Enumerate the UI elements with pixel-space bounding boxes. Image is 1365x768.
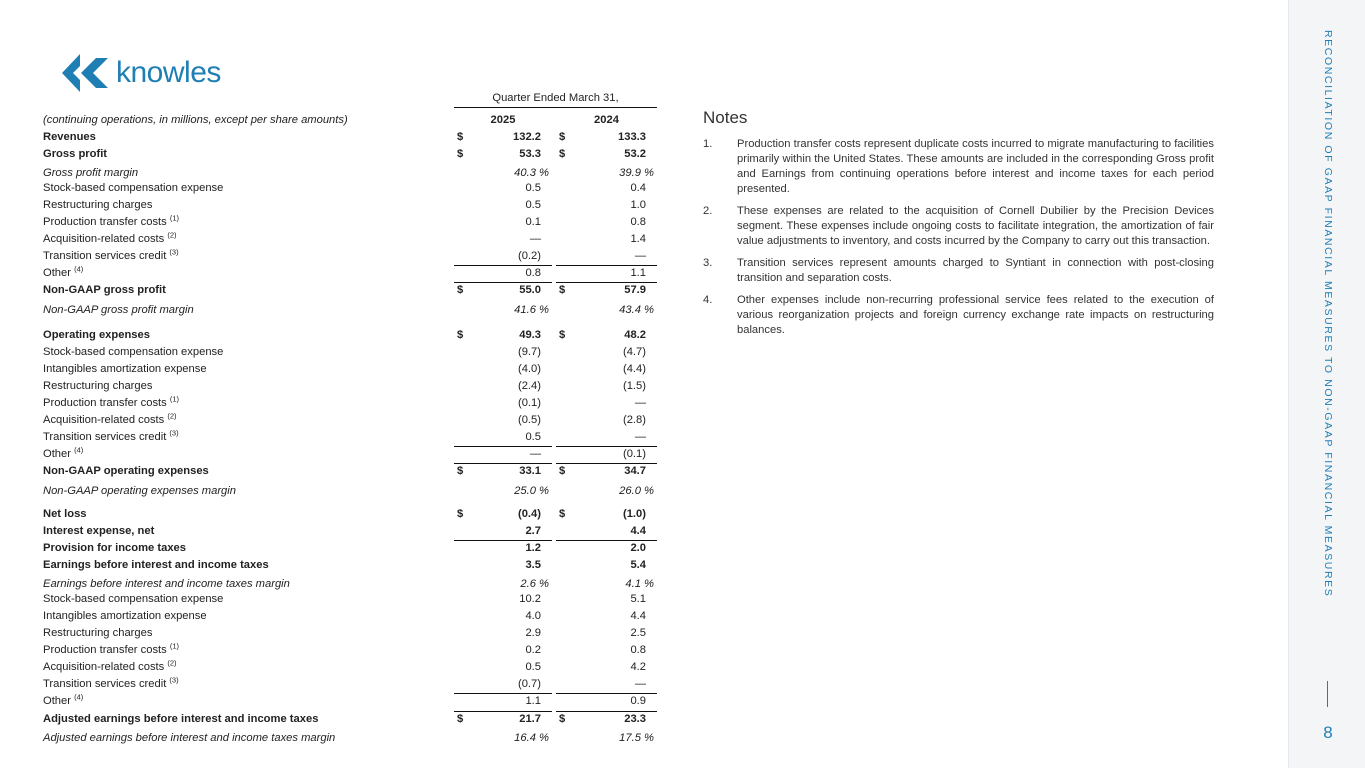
table-row — [43, 676, 657, 692]
table-row — [43, 659, 657, 675]
cell-value: 23.3 — [624, 713, 646, 725]
cell-value: 2.9 — [525, 627, 541, 639]
note-text: Production transfer costs represent duplicate costs incurred to migrate manufacturing to facilities primarily within the United States. These amounts are included in the corresponding Gross profit and Earnings from continuing operations before interest and income taxes for each period presented. — [737, 138, 1214, 195]
note-text: Transition services represent amounts charged to Syntiant in connection with post-closing transition and separation costs. — [737, 257, 1214, 284]
cell-value: (2.8) — [622, 414, 646, 426]
row-label: Non-GAAP gross profit — [43, 284, 166, 296]
row-label: Other $^{(4)}$ — [43, 692, 84, 707]
table-row — [43, 378, 657, 394]
row-label: Other $^{(4)}$ — [43, 445, 84, 460]
cell-value: 41.6 % — [514, 304, 549, 316]
cell-value: 0.9 — [630, 695, 646, 707]
footnote-ref: (2) — [167, 658, 177, 668]
row-label: Provision for income taxes — [43, 542, 186, 554]
currency-symbol: $ — [457, 508, 464, 520]
cell-value: 5.1 — [630, 593, 646, 605]
row-label: Production transfer costs $^{(1)}$ — [43, 394, 180, 409]
cell-value: (0.2) — [517, 250, 541, 262]
note-item — [703, 256, 1214, 286]
cell-value: 1.1 — [630, 267, 646, 279]
cell-value: 0.8 — [630, 644, 646, 656]
value-cell-2025 — [454, 540, 552, 554]
table-row — [43, 591, 657, 607]
cell-value: 2.6 % — [520, 578, 549, 590]
row-label: Intangibles amortization expense — [43, 363, 207, 375]
cell-value: (0.7) — [517, 678, 541, 690]
cell-value: 0.8 — [525, 267, 541, 279]
row-label: Transition services credit $^{(3)}$ — [43, 428, 179, 443]
row-label: Stock-based compensation expense — [43, 593, 224, 605]
cell-value: 33.1 — [519, 465, 541, 477]
row-label: Revenues — [43, 131, 96, 143]
cell-value: — — [529, 233, 541, 245]
row-label: Acquisition-related costs $^{(2)}$ — [43, 230, 177, 245]
table-row — [43, 344, 657, 360]
cell-value: (1.5) — [622, 380, 646, 392]
table-row — [43, 395, 657, 411]
notes-title: Notes — [703, 108, 748, 127]
cell-value: 0.8 — [630, 216, 646, 228]
cell-value: 53.2 — [624, 148, 646, 160]
table-row — [43, 129, 657, 145]
cell-value: (9.7) — [517, 346, 541, 358]
row-label: Transition services credit $^{(3)}$ — [43, 247, 179, 262]
cell-value: — — [634, 431, 646, 443]
cell-value: 0.5 — [525, 182, 541, 194]
value-cell-2024 — [556, 540, 657, 554]
table-caption-row — [43, 112, 657, 128]
value-cell-2025 — [454, 282, 552, 296]
value-cell-2025 — [454, 711, 552, 725]
cell-value: 0.5 — [525, 199, 541, 211]
row-label: Intangibles amortization expense — [43, 610, 207, 622]
cell-value: 1.1 — [525, 695, 541, 707]
table-row — [43, 146, 657, 162]
table-row — [43, 642, 657, 658]
cell-value: 132.2 — [513, 131, 541, 143]
value-cell-2024 — [556, 282, 657, 296]
cell-value: 57.9 — [624, 284, 646, 296]
value-cell-2024 — [556, 265, 657, 279]
cell-value: 0.5 — [525, 661, 541, 673]
sidebar-divider — [1327, 681, 1328, 707]
cell-value: 4.4 — [630, 525, 646, 537]
note-item — [703, 204, 1214, 249]
row-label: Non-GAAP gross profit margin — [43, 304, 194, 316]
table-row — [43, 730, 657, 746]
section-title-vertical: RECONCILIATION OF GAAP FINANCIAL MEASURES TO NON-GAAP FINANCIAL MEASURES — [1322, 30, 1334, 598]
footnote-ref: (4) — [74, 692, 84, 702]
cell-value: 55.0 — [519, 284, 541, 296]
footnote-ref: (1) — [169, 213, 180, 223]
cell-value: 0.2 — [525, 644, 541, 656]
cell-value: (4.7) — [622, 346, 646, 358]
row-label: Gross profit margin — [43, 167, 139, 179]
value-cell-2024 — [556, 711, 657, 725]
note-item — [703, 137, 1214, 197]
table-row — [43, 165, 657, 181]
cell-value: 39.9 % — [619, 167, 654, 179]
cell-value: 0.5 — [525, 431, 541, 443]
value-cell-2024 — [556, 693, 657, 707]
col-header-2025: 2025 — [490, 114, 516, 126]
table-row — [43, 483, 657, 499]
table-row — [43, 446, 657, 462]
row-label: Restructuring charges — [43, 627, 153, 639]
footnote-ref: (2) — [167, 230, 177, 240]
table-row — [43, 282, 657, 298]
cell-value: 48.2 — [624, 329, 646, 341]
row-label: Acquisition-related costs $^{(2)}$ — [43, 658, 177, 673]
cell-value: (1.0) — [622, 508, 646, 520]
cell-value: 25.0 % — [514, 485, 549, 497]
note-text: These expenses are related to the acquisition of Cornell Dubilier by the Precision Devices segment. These expenses include ongoing costs to facilitate integration, the amortization of fair value adjustments to inventory, and costs incurred by the Company to carry out this transaction. — [737, 205, 1214, 247]
row-label: Stock-based compensation expense — [43, 182, 224, 194]
currency-symbol: $ — [559, 713, 566, 725]
page-number: 8 — [1323, 723, 1333, 742]
table-row — [43, 231, 657, 247]
currency-symbol: $ — [559, 148, 566, 160]
currency-symbol: $ — [559, 508, 566, 520]
row-label: Adjusted earnings before interest and income taxes margin — [43, 732, 336, 744]
table-row — [43, 429, 657, 445]
currency-symbol: $ — [457, 284, 464, 296]
table-row — [43, 180, 657, 196]
table-caption: (continuing operations, in millions, except per share amounts) — [43, 114, 348, 126]
cell-value: 49.3 — [519, 329, 541, 341]
cell-value: 17.5 % — [619, 732, 654, 744]
cell-value: 40.3 % — [514, 167, 549, 179]
row-label: Other $^{(4)}$ — [43, 264, 84, 279]
footnote-ref: (4) — [74, 264, 84, 274]
cell-value: (0.4) — [517, 508, 541, 520]
currency-symbol: $ — [457, 713, 464, 725]
cell-value: 0.1 — [525, 216, 541, 228]
row-label: Transition services credit $^{(3)}$ — [43, 675, 179, 690]
table-row — [43, 625, 657, 641]
cell-value: — — [634, 397, 646, 409]
table-row — [43, 412, 657, 428]
table-row — [43, 361, 657, 377]
value-cell-2025 — [454, 265, 552, 279]
row-label: Stock-based compensation expense — [43, 346, 224, 358]
cell-value: — — [634, 250, 646, 262]
cell-value: 43.4 % — [619, 304, 654, 316]
cell-value: (4.4) — [622, 363, 646, 375]
cell-value: 1.0 — [630, 199, 646, 211]
row-label: Non-GAAP operating expenses — [43, 465, 209, 477]
currency-symbol: $ — [457, 131, 464, 143]
footnote-ref: (2) — [167, 411, 177, 421]
cell-value: 1.2 — [525, 542, 541, 554]
cell-value: 2.0 — [630, 542, 646, 554]
table-row — [43, 302, 657, 318]
footnote-ref: (3) — [169, 247, 179, 257]
currency-symbol: $ — [457, 329, 464, 341]
cell-value: (4.0) — [517, 363, 541, 375]
footnote-ref: (3) — [169, 428, 179, 438]
col-header-2024: 2024 — [594, 114, 619, 126]
currency-symbol: $ — [559, 131, 566, 143]
note-number: 1. — [703, 138, 713, 150]
cell-value: 26.0 % — [619, 485, 654, 497]
cell-value: — — [529, 448, 541, 460]
table-row — [43, 557, 657, 573]
row-label: Production transfer costs $^{(1)}$ — [43, 213, 180, 228]
table-row — [43, 693, 657, 709]
cell-value: 133.3 — [618, 131, 646, 143]
footnote-ref: (1) — [169, 641, 180, 651]
row-label: Operating expenses — [43, 329, 150, 341]
value-cell-2025 — [454, 463, 552, 477]
table-row — [43, 576, 657, 592]
footnote-ref: (1) — [169, 394, 180, 404]
cell-value: (2.4) — [517, 380, 541, 392]
cell-value: 16.4 % — [514, 732, 549, 744]
cell-value: 34.7 — [624, 465, 646, 477]
table-row — [43, 248, 657, 264]
table-row — [43, 463, 657, 479]
cell-value: 4.2 — [630, 661, 646, 673]
notes-section — [703, 108, 1214, 345]
table-row — [43, 608, 657, 624]
table-row — [43, 540, 657, 556]
cell-value: 4.4 — [630, 610, 646, 622]
currency-symbol: $ — [457, 465, 464, 477]
row-label: Earnings before interest and income taxes margin — [43, 578, 290, 590]
table-row — [43, 711, 657, 727]
row-label: Interest expense, net — [43, 525, 155, 537]
note-number: 4. — [703, 294, 713, 306]
row-label: Non-GAAP operating expenses margin — [43, 485, 236, 497]
currency-symbol: $ — [457, 148, 464, 160]
table-row — [43, 327, 657, 343]
cell-value: 10.2 — [519, 593, 541, 605]
currency-symbol: $ — [559, 329, 566, 341]
row-label: Acquisition-related costs $^{(2)}$ — [43, 411, 177, 426]
knowles-logo-mark-icon — [62, 54, 110, 92]
note-number: 3. — [703, 257, 713, 269]
table-row — [43, 197, 657, 213]
cell-value: 1.4 — [630, 233, 646, 245]
row-label: Earnings before interest and income taxes — [43, 559, 269, 571]
currency-symbol: $ — [559, 465, 566, 477]
value-cell-2024 — [556, 446, 657, 460]
row-label: Restructuring charges — [43, 199, 153, 211]
cell-value: 4.1 % — [625, 578, 654, 590]
cell-value: 21.7 — [519, 713, 541, 725]
row-label: Restructuring charges — [43, 380, 153, 392]
footnote-ref: (3) — [169, 675, 179, 685]
table-row — [43, 265, 657, 281]
cell-value: — — [634, 678, 646, 690]
value-cell-2025 — [454, 693, 552, 707]
value-cell-2025 — [454, 446, 552, 460]
period-header: Quarter Ended March 31, — [492, 92, 619, 104]
note-text: Other expenses include non-recurring professional service fees related to the execution of various reorganization projects and foreign currency exchange rate impacts on restructuring balances. — [737, 294, 1214, 336]
cell-value: 5.4 — [630, 559, 646, 571]
cell-value: (0.1) — [517, 397, 541, 409]
cell-value: 4.0 — [525, 610, 541, 622]
period-header-rule — [454, 107, 657, 108]
cell-value: (0.5) — [517, 414, 541, 426]
value-cell-2024 — [556, 463, 657, 477]
row-label: Net loss — [43, 508, 87, 520]
currency-symbol: $ — [559, 284, 566, 296]
note-item — [703, 293, 1214, 338]
footnote-ref: (4) — [74, 445, 84, 455]
cell-value: 53.3 — [519, 148, 541, 160]
table-row — [43, 506, 657, 522]
table-row — [43, 214, 657, 230]
cell-value: 3.5 — [525, 559, 541, 571]
cell-value: 2.7 — [525, 525, 541, 537]
row-label: Production transfer costs $^{(1)}$ — [43, 641, 180, 656]
cell-value: 0.4 — [630, 182, 646, 194]
row-label: Gross profit — [43, 148, 108, 160]
cell-value: 2.5 — [630, 627, 646, 639]
row-label: Adjusted earnings before interest and income taxes — [43, 713, 319, 725]
note-number: 2. — [703, 205, 713, 217]
cell-value: (0.1) — [622, 448, 646, 460]
logo-wordmark: knowles — [116, 56, 221, 89]
knowles-logo — [62, 54, 221, 92]
table-row — [43, 523, 657, 539]
